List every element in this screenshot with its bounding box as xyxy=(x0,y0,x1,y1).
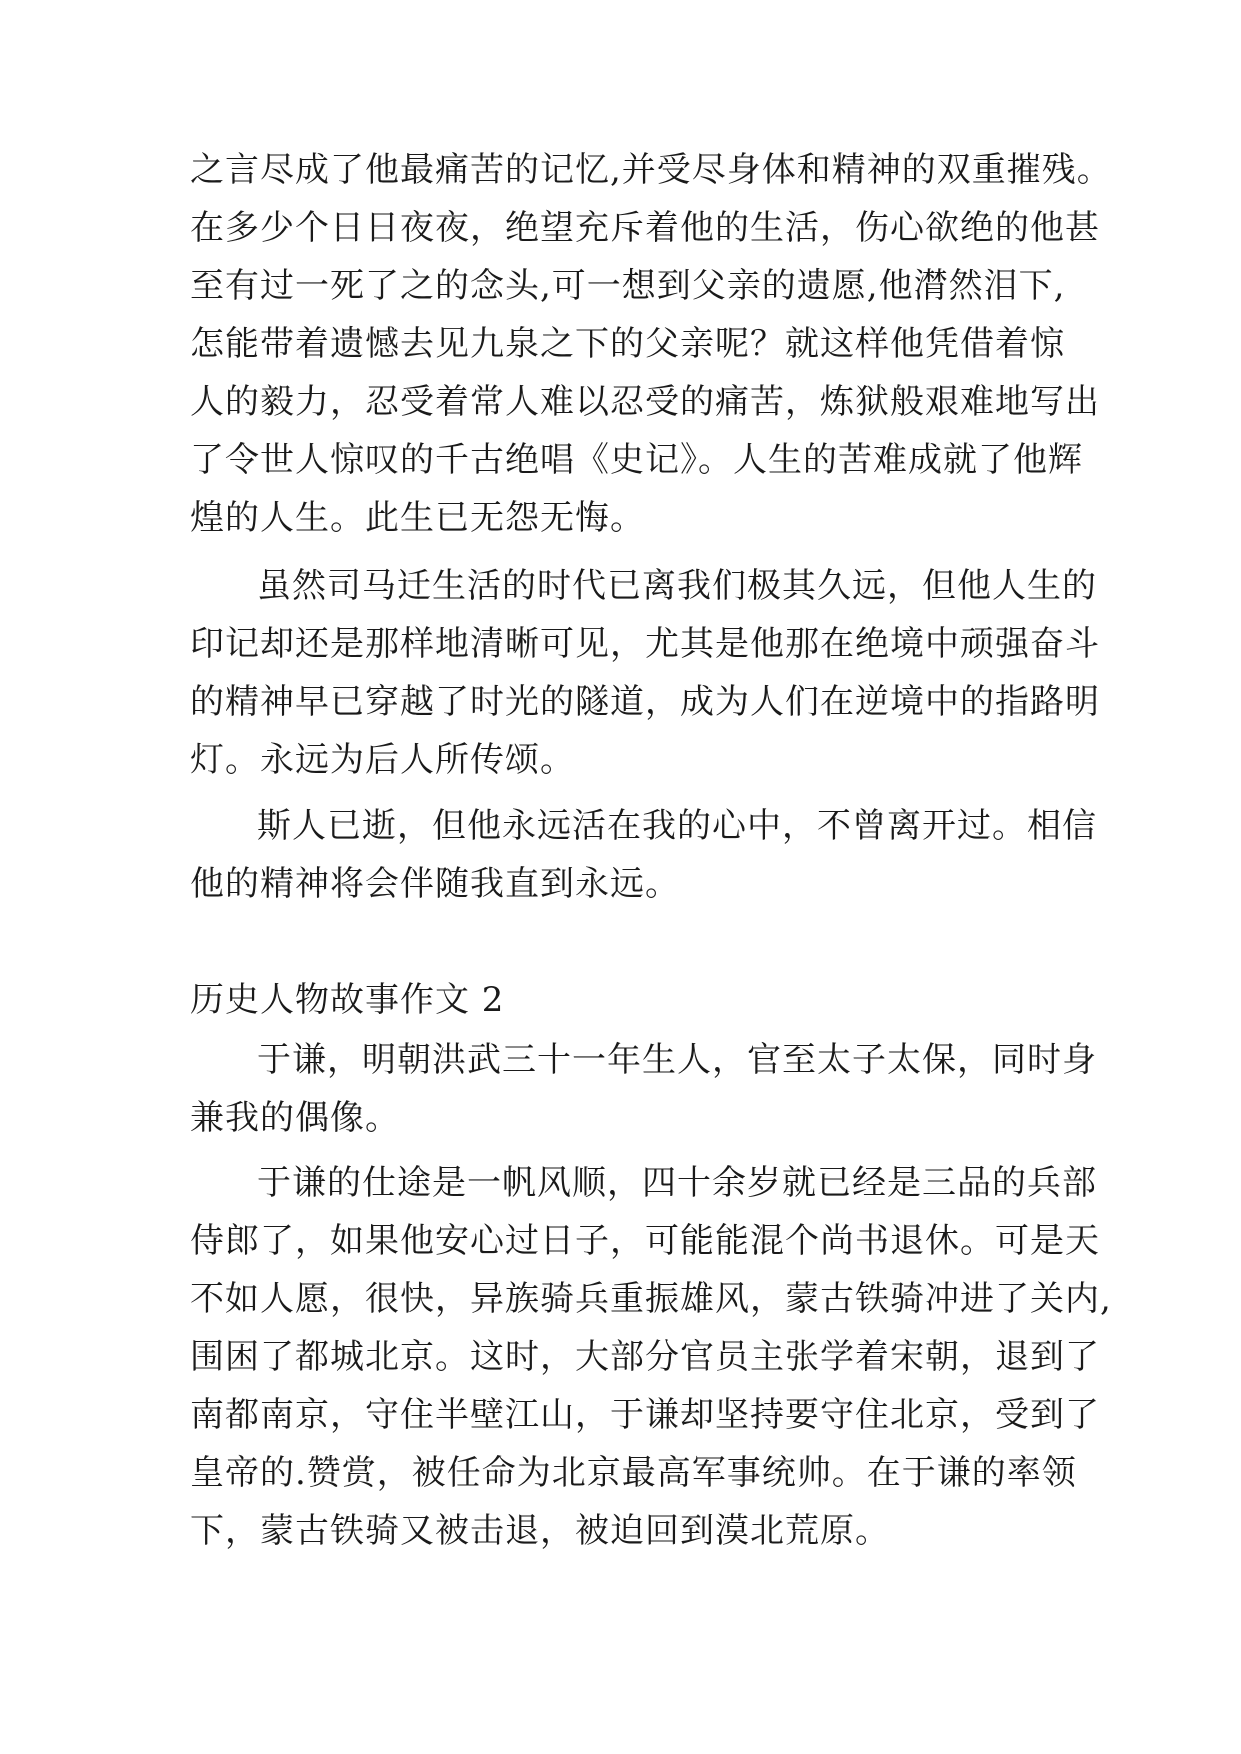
paragraph-first-line: 虽然司马迁生活的时代已离我们极其久远，但他人生的 xyxy=(257,566,1097,606)
text-line: 之言尽成了他最痛苦的记忆,并受尽身体和精神的双重摧残。 xyxy=(190,150,1112,190)
text-line: 下，蒙古铁骑又被击退，被迫回到漠北荒原。 xyxy=(190,1511,890,1551)
paragraph-first-line: 于谦，明朝洪武三十一年生人，官至太子太保，同时身 xyxy=(257,1040,1097,1080)
text-line: 南都南京，守住半壁江山，于谦却坚持要守住北京，受到了 xyxy=(190,1395,1100,1435)
text-line: 人的毅力，忍受着常人难以忍受的痛苦，炼狱般艰难地写出 xyxy=(190,382,1100,422)
text-line: 围困了都城北京。这时，大部分官员主张学着宋朝，退到了 xyxy=(190,1337,1100,1377)
paragraph-first-line: 斯人已逝，但他永远活在我的心中，不曾离开过。相信 xyxy=(257,806,1097,846)
text-line: 煌的人生。此生已无怨无悔。 xyxy=(190,498,645,538)
text-line: 印记却还是那样地清晰可见，尤其是他那在绝境中顽强奋斗 xyxy=(190,624,1100,664)
paragraph-first-line: 于谦的仕途是一帆风顺，四十余岁就已经是三品的兵部 xyxy=(257,1163,1097,1203)
text-line: 的精神早已穿越了时光的隧道，成为人们在逆境中的指路明 xyxy=(190,682,1100,722)
text-line: 灯。永远为后人所传颂。 xyxy=(190,740,575,780)
text-line: 他的精神将会伴随我直到永远。 xyxy=(190,864,680,904)
text-line: 侍郎了，如果他安心过日子，可能能混个尚书退休。可是天 xyxy=(190,1221,1100,1261)
text-line: 在多少个日日夜夜，绝望充斥着他的生活，伤心欲绝的他甚 xyxy=(190,208,1100,248)
text-line: 怎能带着遗憾去见九泉之下的父亲呢？就这样他凭借着惊 xyxy=(190,324,1065,364)
text-line: 了令世人惊叹的千古绝唱《史记》。人生的苦难成就了他辉 xyxy=(190,440,1083,480)
section-heading: 历史人物故事作文 2 xyxy=(190,980,505,1020)
text-line: 至有过一死了之的念头,可一想到父亲的遗愿,他潸然泪下, xyxy=(190,266,1066,306)
text-line: 皇帝的.赞赏，被任命为北京最高军事统帅。在于谦的率领 xyxy=(190,1453,1077,1493)
text-line: 兼我的偶像。 xyxy=(190,1098,400,1138)
text-line: 不如人愿，很快，异族骑兵重振雄风，蒙古铁骑冲进了关内, xyxy=(190,1279,1112,1319)
